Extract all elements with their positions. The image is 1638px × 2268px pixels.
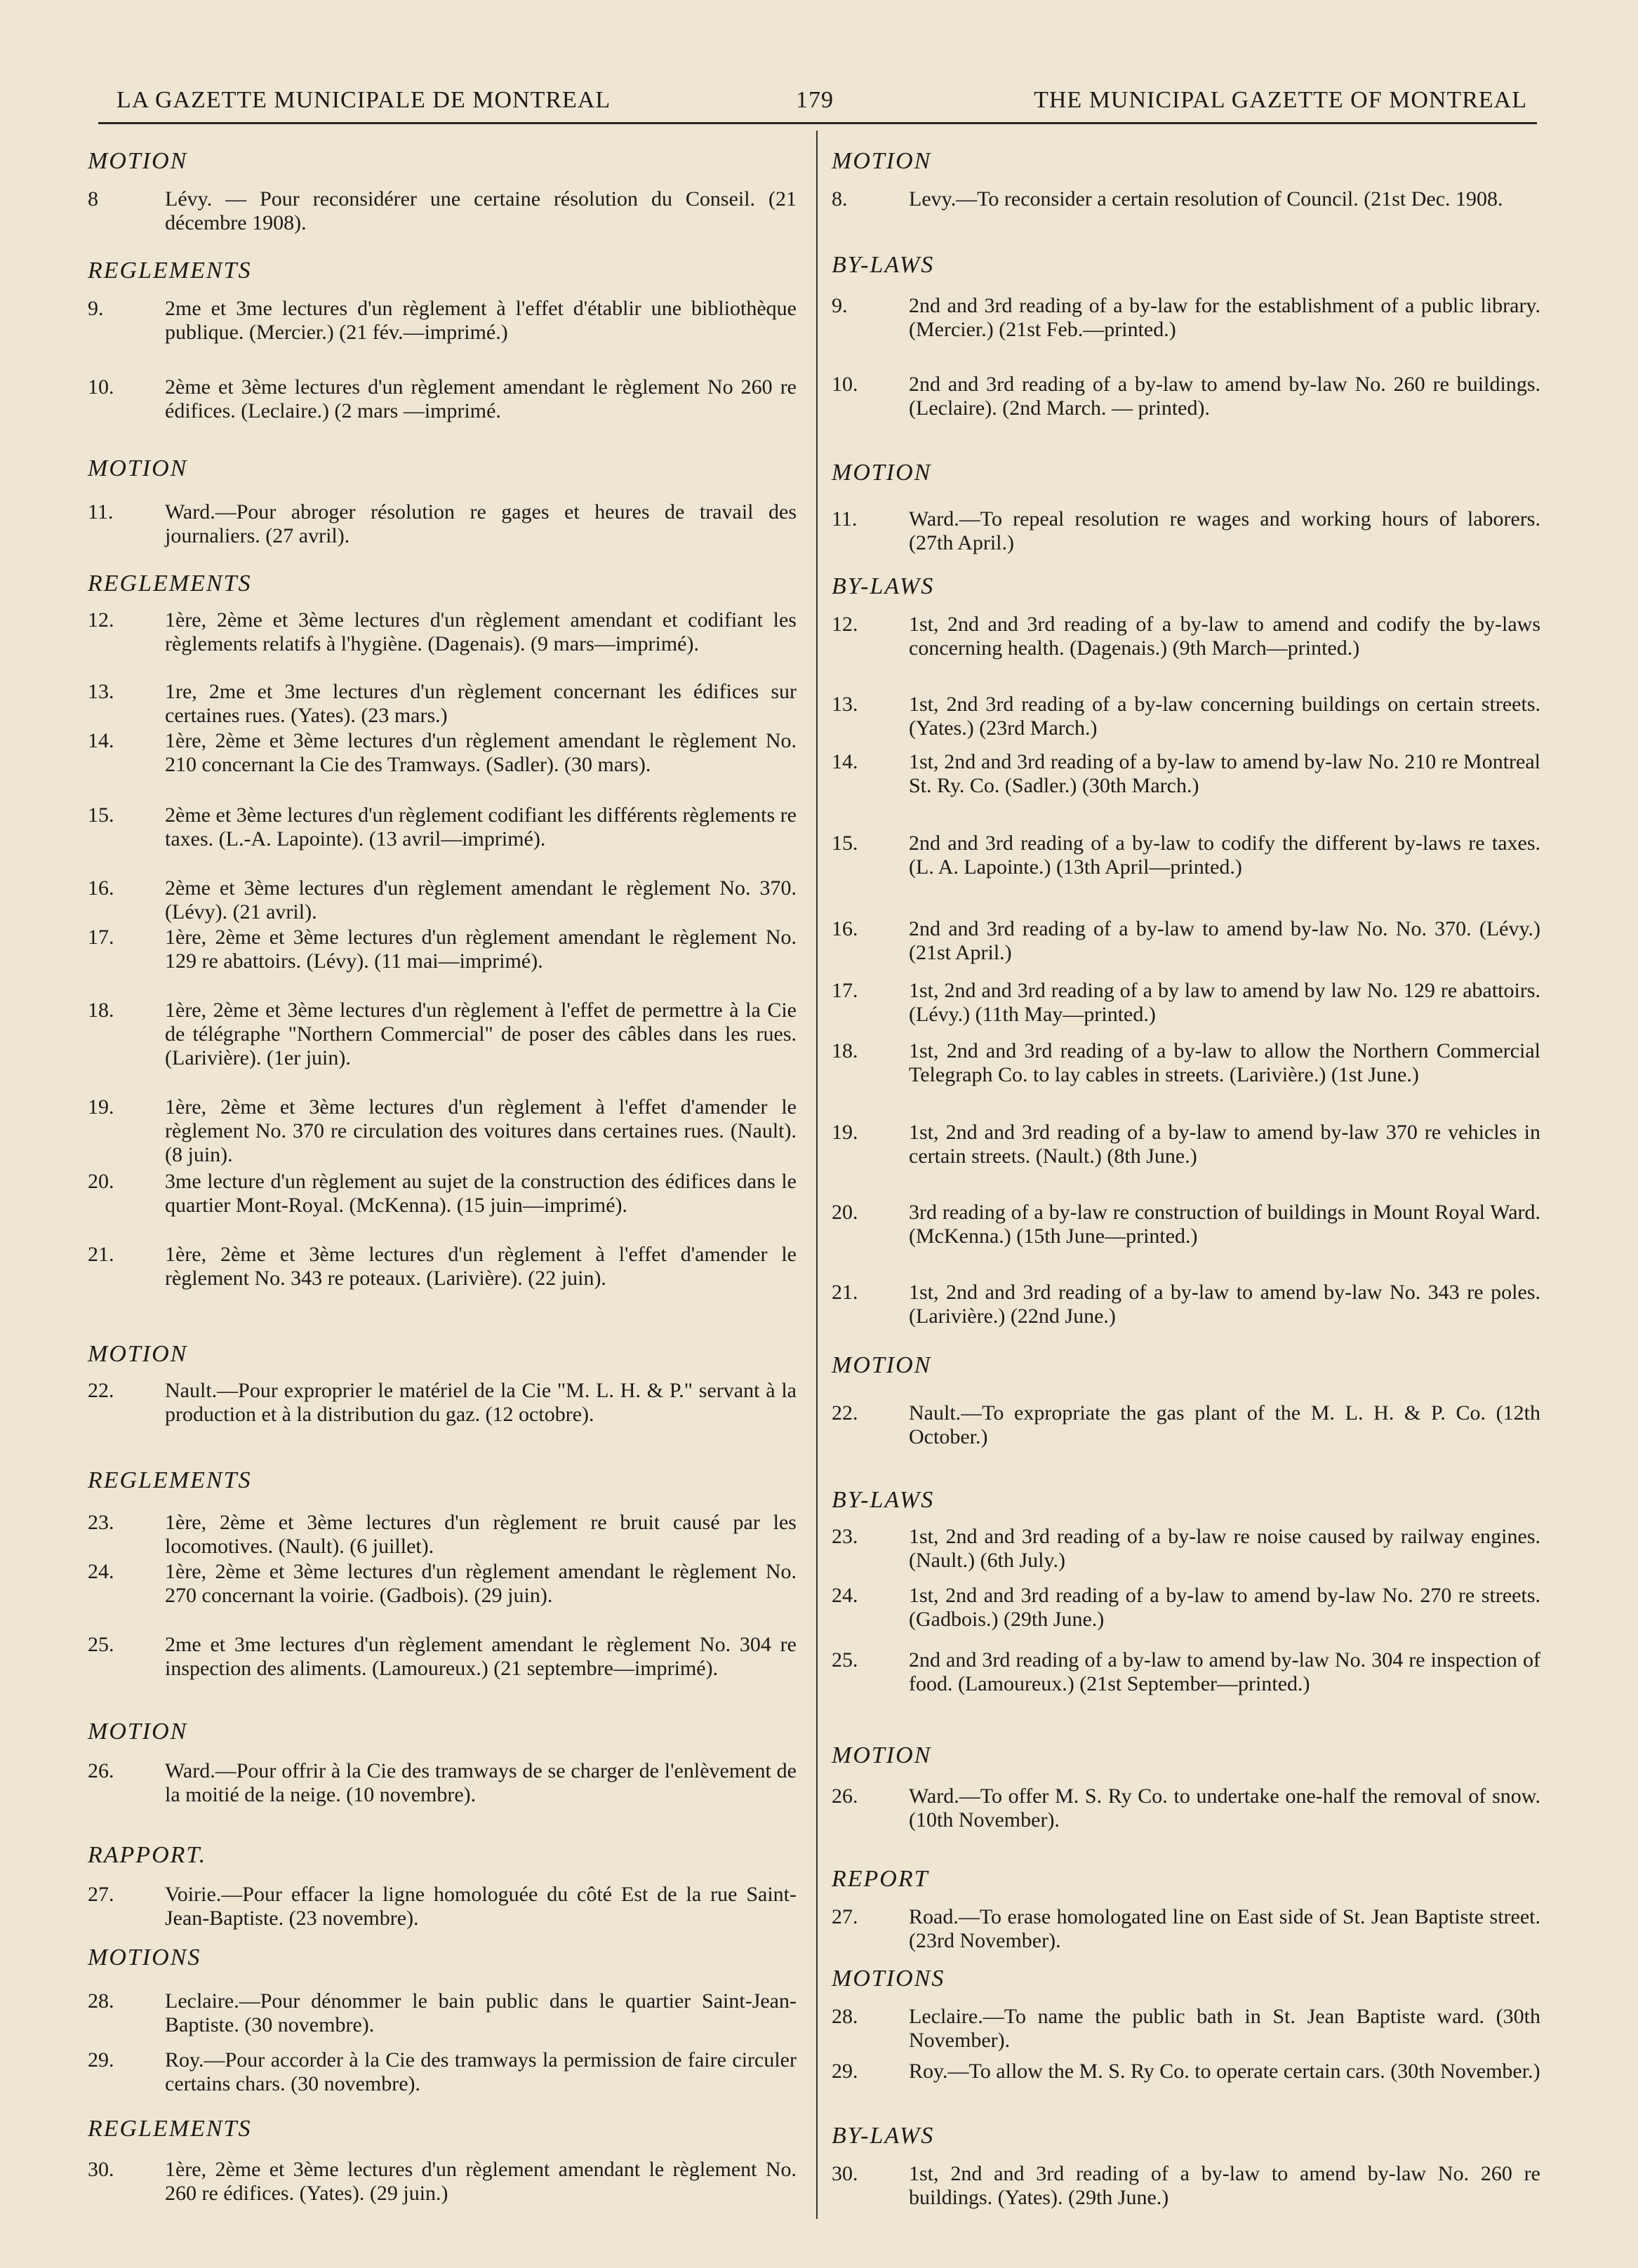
page-number: 179 [796, 87, 834, 113]
item-number: 19. [88, 1095, 114, 1119]
item-text: Roy.—Pour accorder à la Cie des tramways la permission de faire circuler certains chars. (30 novembre). [165, 2048, 797, 2095]
item-text: Voirie.—Pour effacer la ligne homologuée du côté Est de la rue Saint-Jean-Baptiste. (23 novembre). [165, 1883, 797, 1930]
list-item [88, 375, 797, 423]
list-item [832, 1905, 1540, 1953]
section-heading: REGLEMENTS [88, 571, 252, 596]
section-heading: RAPPORT. [88, 1842, 207, 1868]
item-number: 24. [88, 1560, 114, 1583]
list-item [88, 1095, 797, 1167]
item-text: 2ème et 3ème lectures d'un règlement amendant le règlement No 260 re édifices. (Leclaire.) (2 mars —imprimé. [165, 375, 797, 422]
list-item [88, 500, 797, 548]
item-number: 13. [832, 693, 858, 716]
item-text: 1st, 2nd and 3rd reading of a by-law to amend by-law No. 260 re buildings. (Yates). (29th June.) [909, 2162, 1540, 2209]
list-item [832, 187, 1540, 211]
item-number: 24. [832, 1584, 858, 1607]
list-item [832, 1401, 1540, 1449]
item-number: 14. [88, 729, 114, 752]
item-number: 11. [88, 500, 114, 523]
item-number: 12. [832, 613, 858, 636]
page-header [112, 83, 1527, 119]
list-item [88, 1759, 797, 1807]
list-item [832, 832, 1540, 879]
item-text: 2ème et 3ème lectures d'un règlement codifiant les différents règlements re taxes. (L.-A. Lapointe). (13 avril—imprimé). [165, 803, 797, 850]
item-text: 1st, 2nd and 3rd reading of a by-law re noise caused by railway engines. (Nault.) (6th July.) [909, 1525, 1540, 1572]
item-text: 1st, 2nd and 3rd reading of a by-law to amend by-law No. 210 re Montreal St. Ry. Co. (Sadler.) (30th March.) [909, 750, 1540, 797]
item-text: 1ère, 2ème et 3ème lectures d'un règlement amendant le règlement No. 270 concernant la voirie. (Gadbois). (29 juin). [165, 1560, 797, 1607]
item-number: 26. [832, 1785, 858, 1808]
item-number: 30. [88, 2158, 114, 2181]
section-heading: BY-LAWS [832, 1487, 935, 1513]
list-item [832, 2060, 1540, 2083]
item-number: 11. [832, 507, 858, 531]
list-item [88, 187, 797, 235]
item-text: 1st, 2nd and 3rd reading of a by law to amend by law No. 129 re abattoirs. (Lévy.) (11th May—printed.) [909, 979, 1540, 1026]
item-number: 14. [832, 750, 858, 773]
list-item [88, 297, 797, 345]
item-number: 8 [88, 187, 98, 211]
list-item [88, 926, 797, 973]
item-number: 15. [832, 832, 858, 855]
item-text: 1ère, 2ème et 3ème lectures d'un règlement à l'effet d'amender le règlement No. 370 re circulation des voitures dans certaines rues. (Nault). (8 juin). [165, 1095, 797, 1166]
item-text: Ward.—Pour offrir à la Cie des tramways de se charger de l'enlèvement de la moitié de la neige. (10 novembre). [165, 1759, 797, 1806]
item-number: 17. [832, 979, 858, 1002]
item-number: 23. [88, 1511, 114, 1534]
list-item [832, 979, 1540, 1027]
item-text: 1ère, 2ème et 3ème lectures d'un règlement re bruit causé par les locomotives. (Nault). (6 juillet). [165, 1511, 797, 1558]
list-item [88, 1989, 797, 2037]
item-text: 1st, 2nd and 3rd reading of a by-law to amend by-law 370 re vehicles in certain streets. (Nault.) (8th June.) [909, 1121, 1540, 1168]
item-number: 22. [832, 1401, 858, 1425]
item-text: 1ère, 2ème et 3ème lectures d'un règlement à l'effet d'amender le règlement No. 343 re poteaux. (Larivière). (22 juin). [165, 1243, 797, 1290]
item-number: 30. [832, 2162, 858, 2185]
item-number: 27. [88, 1883, 114, 1906]
section-heading: MOTIONS [832, 1966, 945, 1992]
list-item [832, 1785, 1540, 1832]
item-number: 9. [88, 297, 104, 320]
section-heading: BY-LAWS [832, 573, 935, 599]
list-item [832, 1525, 1540, 1573]
item-text: 1st, 2nd and 3rd reading of a by-law to amend by-law No. 343 re poles. (Larivière.) (22nd June.) [909, 1281, 1540, 1328]
item-text: Ward.—To offer M. S. Ry Co. to undertake one-half the removal of snow. (10th November). [909, 1785, 1540, 1832]
list-item [88, 1170, 797, 1218]
item-text: Nault.—To expropriate the gas plant of the M. L. H. & P. Co. (12th October.) [909, 1401, 1540, 1448]
item-number: 25. [88, 1633, 114, 1656]
section-heading: REPORT [832, 1866, 929, 1892]
item-text: Ward.—To repeal resolution re wages and working hours of laborers. (27th April.) [909, 507, 1540, 554]
item-text: 2nd and 3rd reading of a by-law to amend by-law No. 304 re inspection of food. (Lamoureux.) (21st September—printed.) [909, 1648, 1540, 1695]
list-item [88, 1511, 797, 1559]
list-item [832, 693, 1540, 740]
item-number: 10. [832, 373, 858, 396]
section-heading: MOTIONS [88, 1945, 201, 1970]
item-number: 23. [832, 1525, 858, 1548]
item-number: 25. [832, 1648, 858, 1672]
item-text: 2nd and 3rd reading of a by-law to amend by-law No. No. 370. (Lévy.) (21st April.) [909, 917, 1540, 964]
list-item [88, 1243, 797, 1290]
item-number: 20. [832, 1201, 858, 1224]
section-heading: MOTION [832, 1742, 932, 1768]
item-text: 2ème et 3ème lectures d'un règlement amendant le règlement No. 370. (Lévy). (21 avril). [165, 876, 797, 923]
french-column [88, 144, 797, 2221]
item-text: Road.—To erase homologated line on East side of St. Jean Baptiste street. (23rd November). [909, 1905, 1540, 1952]
item-text: Leclaire.—Pour dénommer le bain public dans le quartier Saint-Jean-Baptiste. (30 novembre). [165, 1989, 797, 2036]
item-number: 28. [88, 1989, 114, 2013]
item-text: 1ère, 2ème et 3ème lectures d'un règlement amendant le règlement No. 260 re édifices. (Yates). (29 juin.) [165, 2158, 797, 2205]
list-item [88, 680, 797, 728]
section-heading: MOTION [88, 455, 188, 481]
item-number: 12. [88, 608, 114, 632]
item-number: 19. [832, 1121, 858, 1144]
item-text: Lévy. — Pour reconsidérer une certaine résolution du Conseil. (21 décembre 1908). [165, 187, 797, 234]
list-item [88, 1883, 797, 1930]
list-item [832, 2005, 1540, 2053]
column-divider [816, 131, 818, 2219]
item-text: 1st, 2nd and 3rd reading of a by-law to amend by-law No. 270 re streets. (Gadbois.) (29th June.) [909, 1584, 1540, 1631]
list-item [88, 2048, 797, 2096]
item-text: Nault.—Pour exproprier le matériel de la Cie "M. L. H. & P." servant à la production et à la distribution du gaz. (12 octobre). [165, 1379, 797, 1426]
section-heading: MOTION [88, 148, 188, 174]
section-heading: MOTION [88, 1719, 188, 1745]
item-text: 2nd and 3rd reading of a by-law for the establishment of a public library. (Mercier.) (21st Feb.—printed.) [909, 294, 1540, 341]
item-number: 17. [88, 926, 114, 949]
item-number: 15. [88, 803, 114, 827]
section-heading: REGLEMENTS [88, 258, 252, 284]
section-heading: BY-LAWS [832, 252, 935, 278]
section-heading: REGLEMENTS [88, 2116, 252, 2142]
item-text: 1st, 2nd and 3rd reading of a by-law to allow the Northern Commercial Telegraph Co. to lay cables in streets. (Larivière.) (1st June.) [909, 1039, 1540, 1086]
list-item [88, 1633, 797, 1681]
item-number: 22. [88, 1379, 114, 1402]
item-text: 1ère, 2ème et 3ème lectures d'un règlement à l'effet de permettre à la Cie de télégraphe "Northern Commercial" de poser des câbles dans les rues. (Larivière). (1er juin). [165, 999, 797, 1069]
english-column [832, 144, 1540, 2221]
list-item [832, 1201, 1540, 1248]
item-text: 2nd and 3rd reading of a by-law to amend by-law No. 260 re buildings. (Leclaire). (2nd March. — printed). [909, 373, 1540, 420]
item-number: 9. [832, 294, 848, 317]
item-number: 21. [88, 1243, 114, 1266]
item-number: 16. [88, 876, 114, 900]
section-heading: BY-LAWS [832, 2123, 935, 2149]
list-item [832, 750, 1540, 798]
list-item [88, 876, 797, 924]
list-item [832, 373, 1540, 420]
list-item [832, 1584, 1540, 1632]
list-item [88, 729, 797, 777]
section-heading: MOTION [832, 460, 932, 486]
list-item [832, 1648, 1540, 1696]
list-item [88, 608, 797, 656]
item-text: Ward.—Pour abroger résolution re gages et heures de travail des journaliers. (27 avril). [165, 500, 797, 547]
item-text: 1re, 2me et 3me lectures d'un règlement concernant les édifices sur certaines rues. (Yates). (23 mars.) [165, 680, 797, 727]
item-text: Roy.—To allow the M. S. Ry Co. to operate certain cars. (30th November.) [909, 2060, 1540, 2083]
item-text: 1st, 2nd and 3rd reading of a by-law to amend and codify the by-laws concerning health. (Dagenais.) (9th March—printed.) [909, 613, 1540, 660]
item-text: 1st, 2nd 3rd reading of a by-law concerning buildings on certain streets. (Yates.) (23rd March.) [909, 693, 1540, 740]
list-item [832, 917, 1540, 965]
list-item [88, 2158, 797, 2206]
item-number: 10. [88, 375, 114, 399]
list-item [832, 613, 1540, 660]
item-text: 2nd and 3rd reading of a by-law to codify the different by-laws re taxes. (L. A. Lapointe.) (13th April—printed.) [909, 832, 1540, 879]
list-item [832, 2162, 1540, 2210]
item-number: 16. [832, 917, 858, 940]
item-number: 26. [88, 1759, 114, 1782]
list-item [88, 803, 797, 851]
item-text: 1ère, 2ème et 3ème lectures d'un règlement amendant le règlement No. 129 re abattoirs. (Lévy). (11 mai—imprimé). [165, 926, 797, 973]
item-number: 18. [832, 1039, 858, 1062]
list-item [832, 1121, 1540, 1168]
item-text: 3me lecture d'un règlement au sujet de la construction des édifices dans le quartier Mont-Royal. (McKenna). (15 juin—imprimé). [165, 1170, 797, 1217]
item-text: 1ère, 2ème et 3ème lectures d'un règlement amendant et codifiant les règlements relatifs à l'hygiène. (Dagenais). (9 mars—imprimé). [165, 608, 797, 655]
list-item [88, 1379, 797, 1427]
item-text: 3rd reading of a by-law re construction of buildings in Mount Royal Ward. (McKenna.) (15th June—printed.) [909, 1201, 1540, 1248]
item-number: 18. [88, 999, 114, 1022]
section-heading: REGLEMENTS [88, 1467, 252, 1493]
item-number: 8. [832, 187, 848, 211]
item-text: 2me et 3me lectures d'un règlement à l'effet d'établir une bibliothèque publique. (Mercier.) (21 fév.—imprimé.) [165, 297, 797, 344]
list-item [88, 999, 797, 1070]
header-french-title: LA GAZETTE MUNICIPALE DE MONTREAL [116, 87, 611, 113]
header-rule [98, 122, 1537, 124]
list-item [88, 1560, 797, 1608]
item-text: 2me et 3me lectures d'un règlement amendant le règlement No. 304 re inspection des aliments. (Lamoureux.) (21 septembre—imprimé). [165, 1633, 797, 1680]
list-item [832, 507, 1540, 555]
item-text: Levy.—To reconsider a certain resolution of Council. (21st Dec. 1908. [909, 187, 1503, 211]
list-item [832, 294, 1540, 342]
item-text: 1ère, 2ème et 3ème lectures d'un règlement amendant le règlement No. 210 concernant la Cie des Tramways. (Sadler). (30 mars). [165, 729, 797, 776]
item-text: Leclaire.—To name the public bath in St. Jean Baptiste ward. (30th November). [909, 2005, 1540, 2052]
section-heading: MOTION [832, 1352, 932, 1378]
item-number: 29. [832, 2060, 858, 2083]
section-heading: MOTION [832, 148, 932, 174]
item-number: 21. [832, 1281, 858, 1304]
section-heading: MOTION [88, 1341, 188, 1367]
item-number: 13. [88, 680, 114, 703]
item-number: 29. [88, 2048, 114, 2072]
item-number: 28. [832, 2005, 858, 2028]
list-item [832, 1039, 1540, 1087]
list-item [832, 1281, 1540, 1328]
item-number: 27. [832, 1905, 858, 1928]
item-number: 20. [88, 1170, 114, 1193]
header-english-title: THE MUNICIPAL GAZETTE OF MONTREAL [1034, 87, 1527, 113]
